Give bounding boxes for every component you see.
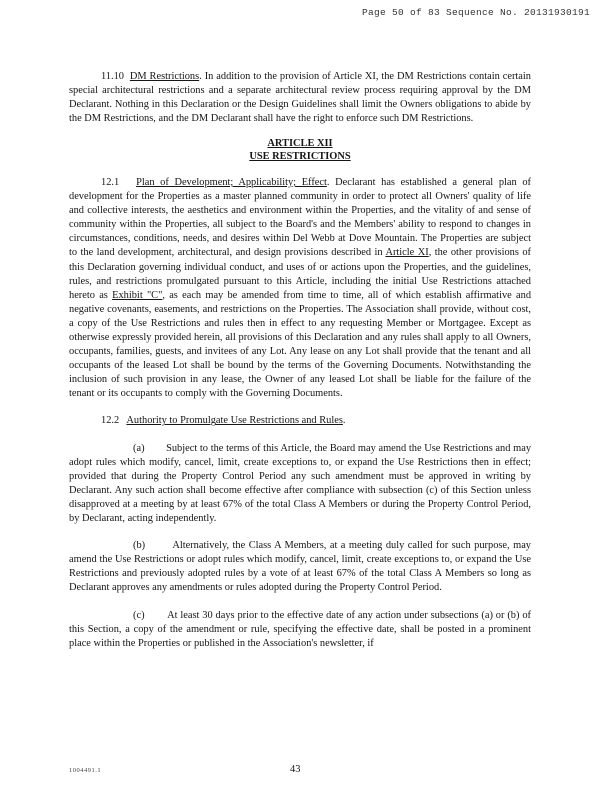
section-11-10 <box>69 70 531 126</box>
document-id: 1004491.1 <box>69 767 102 774</box>
subsection-text: At least 30 days prior to the effective date of any action under subsections (a) or (b) of this Section, a copy of the amendment or rule, specifying the effective date, shall be posted in a prominent place within the Properties or published in the Association's newsletter, if <box>69 609 531 649</box>
article-title: USE RESTRICTIONS <box>249 151 351 163</box>
section-title: Plan of Development; Applicability; Effect <box>136 176 327 188</box>
article-reference: Article XI <box>385 247 429 259</box>
subsection-label: (b) <box>133 540 146 552</box>
subsection-b <box>69 539 531 595</box>
section-text: . In addition to the provision of Article XI, the DM Restrictions contain certain special architectural restrictions and a separate architectural review process requiring approval by the DM Declarant. Nothing in this Declaration or the Design Guidelines shall limit the Owners obligations to abide by the DM Restrictions, and the DM Declarant shall have the right to enforce such DM Restrictions. <box>69 71 531 125</box>
section-text: , the other provisions of this Declaration governing individual conduct, and uses of or actions upon the Properties, and the guidelines, rules, and restrictions promulgated pursuant to this Article, including the initial Use Restrictions attached hereto as <box>69 247 531 301</box>
section-12-2 <box>69 414 531 428</box>
section-number: 12.2 <box>101 415 120 427</box>
section-title: DM Restrictions <box>129 71 200 82</box>
subsection-a <box>69 442 531 527</box>
page-stamp: Page 50 of 83 Sequence No. 20131930191 <box>361 7 590 18</box>
page-number: 43 <box>290 764 301 775</box>
section-12-1 <box>69 176 531 402</box>
section-title: Authority to Promulgate Use Restrictions and Rules <box>126 415 343 427</box>
section-number: 12.1 <box>101 176 120 188</box>
article-heading-block <box>69 138 531 164</box>
subsection-label: (c) <box>133 609 145 621</box>
subsection-text: Alternatively, the Class A Members, at a meeting duly called for such purpose, may amend the Use Restrictions or adopt rules which modify, cancel, limit, create exceptions to, or expand the Use Restrictions and previously adopted rules by a vote of at least 67% of the total Class A Members so long as Declarant approves any amendments or rules adopted during the Property Control Period. <box>69 540 531 594</box>
section-number: 11.10 <box>101 71 124 82</box>
exhibit-reference: Exhibit "C" <box>112 289 163 301</box>
section-text: . Declarant has established a general plan of development for the Properties as a master planned community in order to protect all Owners' quality of life and collective interests, the aesthetics and environment within the Properties, and the vitality of and sense of community within the Properties, all subject to the Board's and the Members' ability to respond to changes in circumstances, conditions, needs, and desires within Del Webb at Dove Mountain. The Properties are subject to the land development, architectural, and design provisions described in <box>69 176 531 259</box>
subsection-label: (a) <box>133 442 145 454</box>
document-body <box>69 70 531 651</box>
section-text: , as each may be amended from time to time, all of which establish affirmative and negative covenants, easements, and restrictions on the Properties. The Association shall provide, without cost, a copy of the Use Restrictions and rules then in effect to any requesting Member or Mortgagee. Except as otherwise expressly provided herein, all provisions of this Declaration and any rules shall apply to all Owners, occupants, families, guests, and invitees of any Lot. Any lease on any Lot shall provide that the tenant and all occupants of the leased Lot shall be bound by the terms of the Governing Documents. Notwithstanding the inclusion of such provision in any lease, the Owner of any leased Lot shall be liable for the failure of the tenant or its occupants to comply with the Governing Documents. <box>69 289 532 400</box>
subsection-c <box>69 609 531 651</box>
subsection-text: Subject to the terms of this Article, the Board may amend the Use Restrictions and may adopt rules which modify, cancel, limit, create exceptions to, or expand the Use Restrictions then in effect; provided that during the Property Control Period any such amendment must be approved in writing by Declarant. Any such action shall become effective after compliance with subsection (c) of this Section unless disapproved at a meeting by at least 67% of the total Class A Members or during the Property Control Period, by Declarant, acting independently. <box>69 442 532 525</box>
section-title-trail: . <box>342 415 346 427</box>
article-heading: ARTICLE XII <box>267 138 333 150</box>
